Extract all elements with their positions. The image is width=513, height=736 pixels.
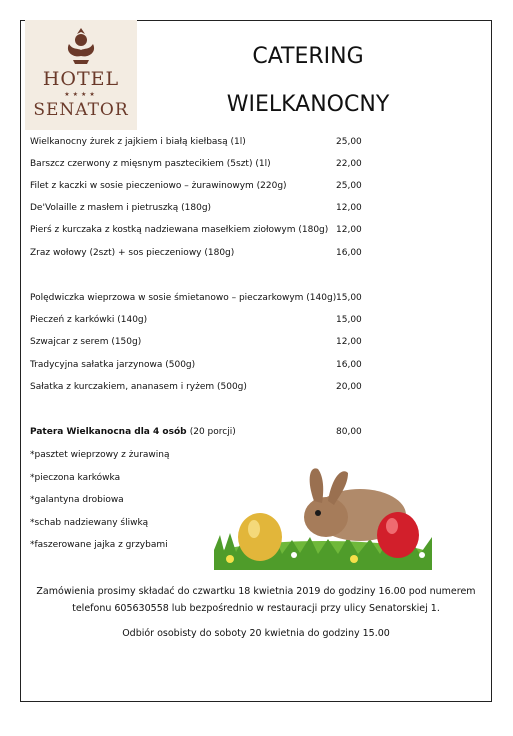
platter-portion: (20 porcji): [189, 427, 236, 437]
menu-item-name: Polędwiczka wieprzowa w sosie śmietanowo – pieczarkowym (140g): [30, 293, 337, 303]
menu-item: [30, 177, 370, 195]
menu-item-name: Tradycyjna sałatka jarzynowa (500g): [30, 360, 196, 370]
title-line2: WIELKANOCNY: [226, 92, 390, 117]
hotel-logo: [25, 20, 137, 130]
menu-item-name: Wielkanocny żurek z jajkiem i białą kiełbasą (1l): [30, 137, 246, 147]
menu-item: [30, 289, 370, 307]
title-line1: CATERING: [252, 44, 364, 69]
menu-item-price: 12,00: [336, 337, 362, 347]
menu-item-name: Szwajcar z serem (150g): [30, 337, 142, 347]
menu-item-price: 16,00: [336, 248, 362, 258]
menu-item-name: De'Volaille z masłem i pietruszką (180g): [30, 203, 212, 213]
menu-item: [30, 155, 370, 173]
platter-item: *pieczona karkówka: [30, 473, 121, 483]
menu-item-price: 20,00: [336, 382, 362, 392]
menu-item-price: 25,00: [336, 137, 362, 147]
pickup-info: Odbiór osobisty do soboty 20 kwietnia do godziny 15.00: [122, 628, 390, 639]
platter-row: [30, 423, 370, 441]
logo-line1: HOTEL: [42, 68, 120, 90]
order-info-line2: telefonu 605630558 lub bezpośrednio w restauracji przy ulicy Senatorskiej 1.: [72, 603, 440, 614]
menu-item-name: Pierś z kurczaka z kostką nadziewana masełkiem ziołowym (180g): [30, 225, 329, 235]
platter-item: *schab nadziewany śliwką: [30, 518, 149, 528]
platter-item: *galantyna drobiowa: [30, 495, 124, 505]
logo-stars: ★★★★: [64, 91, 98, 98]
menu-item-name: Zraz wołowy (2szt) + sos pieczeniowy (180g): [30, 248, 235, 258]
platter-name-wrap: [30, 423, 236, 441]
crest-icon: [63, 26, 99, 66]
menu-item-name: Filet z kaczki w sosie pieczeniowo – żurawinowym (220g): [30, 181, 287, 191]
easter-bunny-image: [214, 455, 432, 570]
menu-item-name: Sałatka z kurczakiem, ananasem i ryżem (500g): [30, 382, 247, 392]
menu-item-price: 22,00: [336, 159, 362, 169]
platter-item: *pasztet wieprzowy z żurawiną: [30, 450, 170, 460]
menu-item-price: 15,00: [336, 315, 362, 325]
menu-item: [30, 221, 370, 239]
menu-item: [30, 356, 370, 374]
menu-item: [30, 378, 370, 396]
order-info-line1: Zamówienia prosimy składać do czwartku 18 kwietnia 2019 do godziny 16.00 pod numerem: [36, 586, 476, 597]
menu-item-price: 15,00: [336, 293, 362, 303]
platter-item: *faszerowane jajka z grzybami: [30, 540, 168, 550]
logo-line2: SENATOR: [33, 100, 129, 120]
menu-item-name: Barszcz czerwony z mięsnym pasztecikiem (5szt) (1l): [30, 159, 271, 169]
platter-name: Patera Wielkanocna dla 4 osób: [30, 427, 187, 437]
menu-item: [30, 244, 370, 262]
menu-item: [30, 333, 370, 351]
menu-item-price: 12,00: [336, 225, 362, 235]
menu-item-price: 16,00: [336, 360, 362, 370]
menu-item: [30, 311, 370, 329]
menu-item-price: 25,00: [336, 181, 362, 191]
menu-item: [30, 199, 370, 217]
menu-item-name: Pieczeń z karkówki (140g): [30, 315, 148, 325]
platter-price: 80,00: [336, 427, 362, 437]
menu-item: [30, 133, 370, 151]
menu-item-price: 12,00: [336, 203, 362, 213]
